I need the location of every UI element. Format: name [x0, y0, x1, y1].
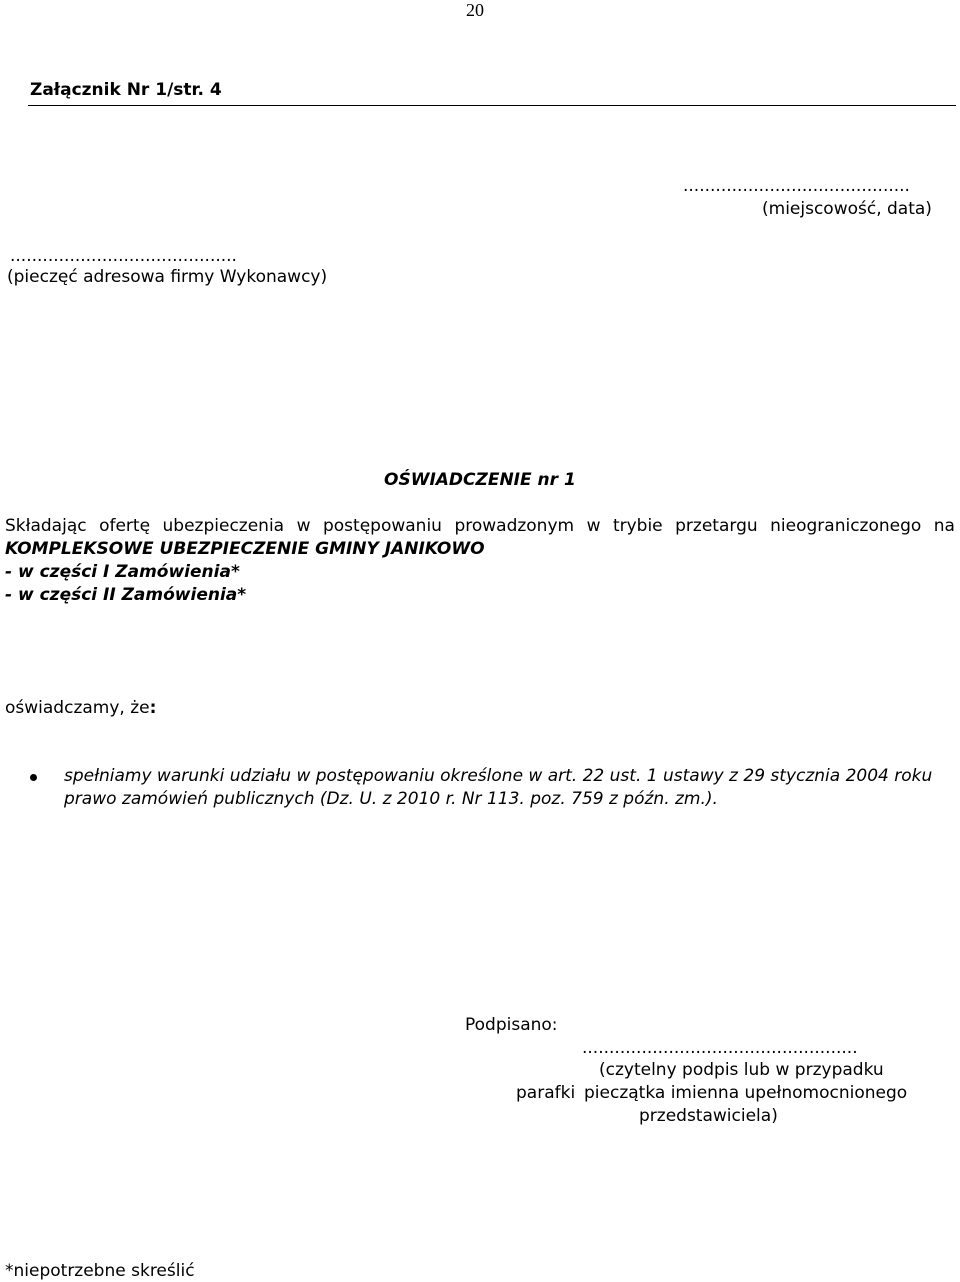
- place-date-dots: ..........................................: [683, 176, 910, 196]
- intro-word: w: [296, 516, 311, 536]
- declaration-text: oświadczamy, że: [5, 698, 150, 718]
- intro-word: prowadzonym: [454, 516, 575, 536]
- part-one: - w części I Zamówienia*: [5, 562, 240, 582]
- company-stamp-dots: ..........................................: [10, 246, 237, 266]
- statement-title: OŚWIADCZENIE nr 1: [384, 470, 576, 490]
- signature-caption-2: pieczątka imienna upełnomocnionego: [584, 1083, 908, 1103]
- intro-word: postępowaniu: [322, 516, 442, 536]
- intro-line: [5, 516, 955, 536]
- intro-word: ofertę: [99, 516, 151, 536]
- intro-word: Składając: [5, 516, 87, 536]
- signature-caption-3: przedstawiciela): [639, 1106, 778, 1126]
- signature-dots: ...................................................: [582, 1038, 858, 1058]
- footnote: *niepotrzebne skreślić: [5, 1261, 195, 1281]
- page-number: 20: [466, 0, 484, 20]
- intro-word: w: [586, 516, 601, 536]
- place-date-label: (miejscowość, data): [762, 199, 932, 219]
- declaration: [5, 698, 156, 718]
- part-two: - w części II Zamówienia*: [5, 585, 247, 605]
- intro-word: ubezpieczenia: [162, 516, 285, 536]
- intro-word: trybie: [612, 516, 663, 536]
- company-stamp-label: (pieczęć adresowa firmy Wykonawcy): [7, 267, 328, 287]
- signature-caption-prefix: parafki: [516, 1083, 576, 1103]
- signature-caption-1: (czytelny podpis lub w przypadku: [599, 1060, 884, 1080]
- intro-word: na: [933, 516, 955, 536]
- declaration-colon: :: [149, 698, 157, 718]
- header-rule: [28, 105, 956, 106]
- intro-word: nieograniczonego: [770, 516, 922, 536]
- intro-word: przetargu: [675, 516, 758, 536]
- condition-line-1: spełniamy warunki udziału w postępowaniu określone w art. 22 ust. 1 ustawy z 29 stycznia 2004 roku: [64, 766, 933, 786]
- annex-label: Załącznik Nr 1/str. 4: [30, 80, 222, 100]
- bullet-dot: [30, 774, 37, 781]
- project-name: KOMPLEKSOWE UBEZPIECZENIE GMINY JANIKOWO: [5, 539, 485, 559]
- condition-line-2: prawo zamówień publicznych (Dz. U. z 2010 r. Nr 113. poz. 759 z późn. zm.).: [64, 789, 718, 809]
- signed-label: Podpisano:: [465, 1015, 558, 1035]
